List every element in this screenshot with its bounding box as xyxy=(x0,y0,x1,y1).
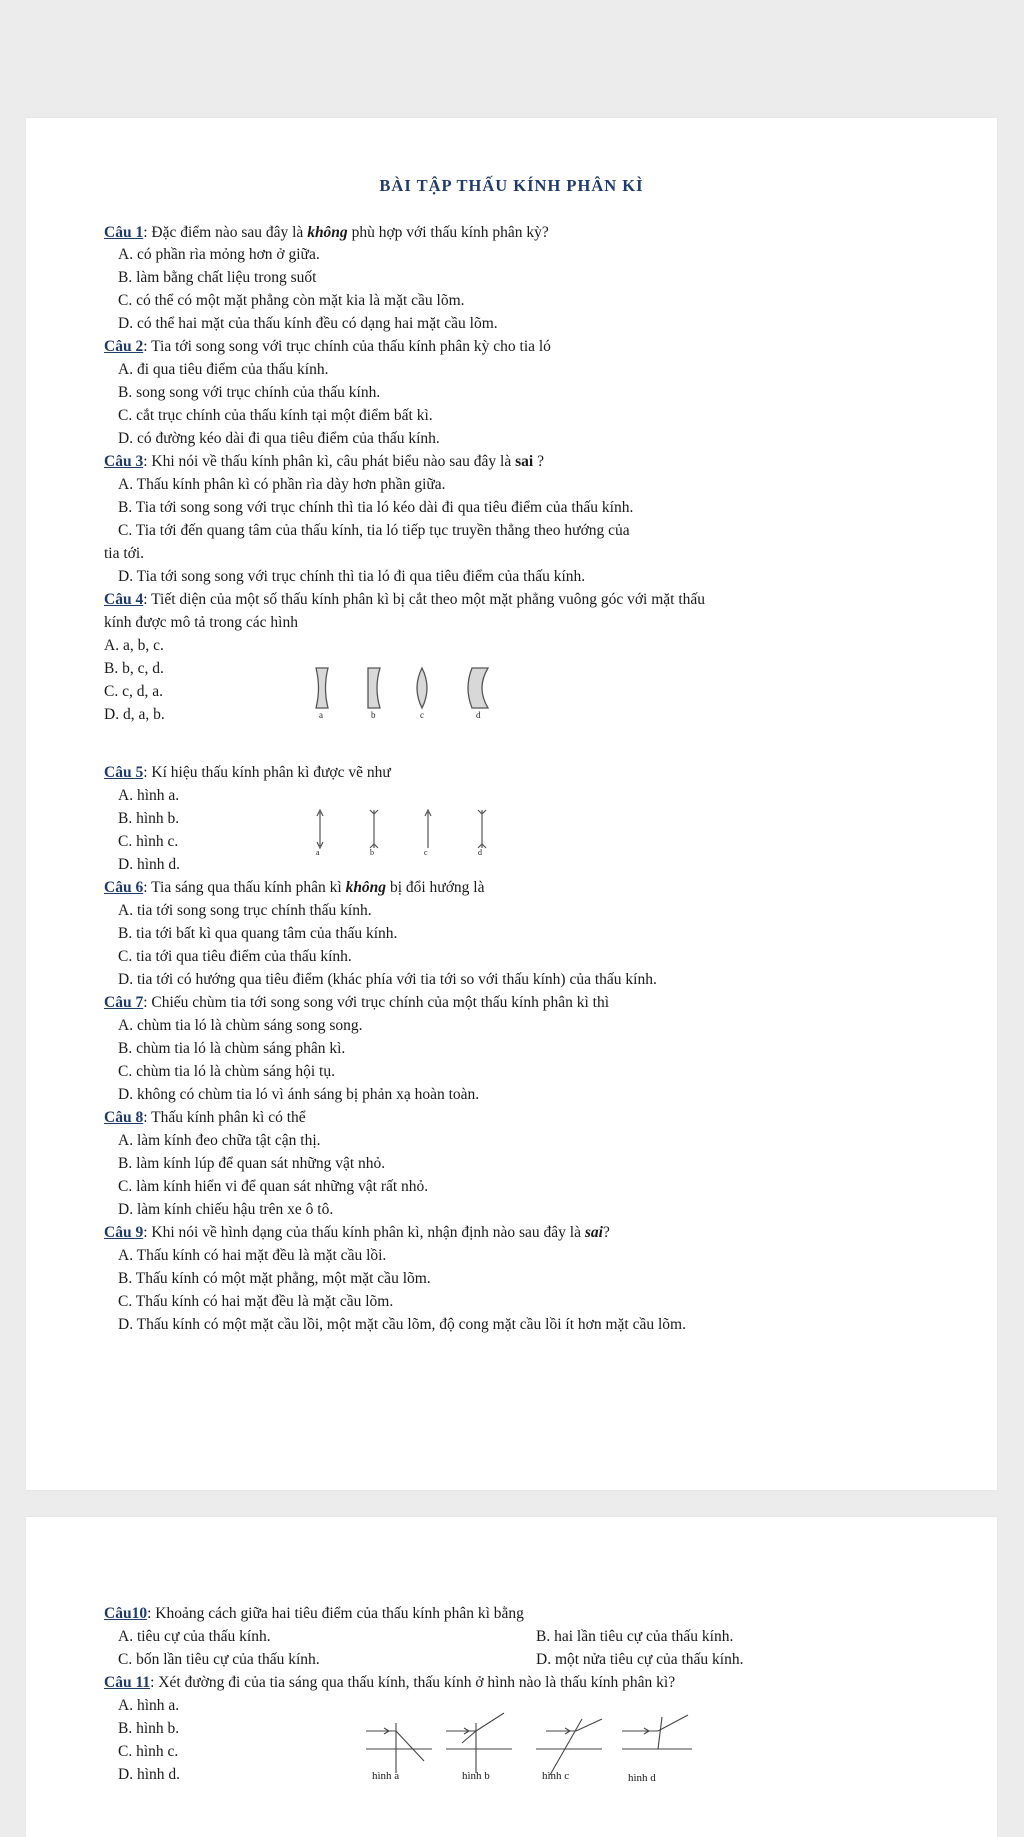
question-text: : Khi nói về hình dạng của thấu kính phân kì, nhận định nào sau đây là xyxy=(143,1224,585,1241)
figure-label: a xyxy=(316,848,320,857)
option: B. làm bằng chất liệu trong suốt xyxy=(118,269,317,286)
option: D. có thể hai mặt của thấu kính đều có dạng hai mặt cầu lõm. xyxy=(118,315,498,332)
option: B. b, c, d. xyxy=(104,660,164,677)
question-10 xyxy=(104,1603,524,1625)
option: D. tia tới có hướng qua tiêu điểm (khác phía với tia tới so với thấu kính) của thấu kính. xyxy=(118,971,657,988)
figure-label: c xyxy=(420,710,424,720)
question-6 xyxy=(104,877,484,899)
page-1 xyxy=(26,118,997,1490)
option: D. không có chùm tia ló vì ánh sáng bị phản xạ hoàn toàn. xyxy=(118,1086,480,1103)
question-label: Câu 3 xyxy=(104,453,144,470)
lens-symbol-a xyxy=(317,810,323,848)
lens-symbol-c xyxy=(425,810,431,848)
question-text: : Tia sáng qua thấu kính phân kì xyxy=(143,879,346,896)
option: D. Tia tới song song với trục chính thì tia ló đi qua tiêu điểm của thấu kính. xyxy=(118,568,586,585)
question-3 xyxy=(104,451,544,473)
option: C. làm kính hiển vi để quan sát những vật rất nhỏ. xyxy=(118,1178,429,1195)
option: D. d, a, b. xyxy=(104,706,165,723)
question-label: Câu 2 xyxy=(104,338,144,355)
lens-shape-c xyxy=(417,668,427,708)
figure-label: c xyxy=(424,848,428,857)
option-continued: tia tới. xyxy=(104,545,145,562)
option: A. tia tới song song trục chính thấu kính. xyxy=(118,902,372,919)
lens-cross-section-figure xyxy=(312,666,512,724)
question-8 xyxy=(104,1107,306,1129)
option: A. tiêu cự của thấu kính. xyxy=(118,1628,271,1645)
option: C. Thấu kính có hai mặt đều là mặt cầu lõm. xyxy=(118,1293,394,1310)
figure-label: hình b xyxy=(462,1770,490,1782)
lens-symbol-b xyxy=(370,810,378,848)
question-text: bị đổi hướng là xyxy=(386,879,485,896)
ray-diagram-d xyxy=(622,1715,692,1749)
question-7 xyxy=(104,992,609,1014)
option: A. chùm tia ló là chùm sáng song song. xyxy=(118,1017,363,1034)
lens-shape-a xyxy=(316,668,328,708)
question-text: phù hợp với thấu kính phân kỳ? xyxy=(347,224,549,241)
option: C. có thể có một mặt phẳng còn mặt kia là mặt cầu lõm. xyxy=(118,292,465,309)
question-text: : Tia tới song song với trục chính của thấu kính phân kỳ cho tia ló xyxy=(143,338,551,355)
option: A. Thấu kính phân kì có phần rìa dày hơn phần giữa. xyxy=(118,476,446,493)
question-text: : Xét đường đi của tia sáng qua thấu kính, thấu kính ở hình nào là thấu kính phân kì? xyxy=(150,1674,676,1691)
question-label: Câu10 xyxy=(104,1605,148,1622)
option: B. hình b. xyxy=(118,810,180,827)
question-label: Câu 11 xyxy=(104,1674,151,1691)
lens-symbol-d xyxy=(478,810,486,848)
option: C. Tia tới đến quang tâm của thấu kính, tia ló tiếp tục truyền thẳng theo hướng của xyxy=(118,522,630,539)
document-title: BÀI TẬP THẤU KÍNH PHÂN KÌ xyxy=(379,176,644,195)
emphasis: sai xyxy=(584,1224,603,1241)
question-label: Câu 5 xyxy=(104,764,144,781)
question-text: : Đặc điểm nào sau đây là xyxy=(143,224,308,241)
option: C. hình c. xyxy=(118,833,179,850)
emphasis: sai xyxy=(515,453,534,470)
option: A. Thấu kính có hai mặt đều là mặt cầu lồi. xyxy=(118,1247,387,1264)
option: C. cắt trục chính của thấu kính tại một điểm bất kì. xyxy=(118,407,433,424)
question-11 xyxy=(104,1672,675,1694)
figure-label: hình d xyxy=(628,1772,656,1784)
figure-label: hình a xyxy=(372,1770,400,1782)
option: B. Tia tới song song với trục chính thì tia ló kéo dài đi qua tiêu điểm của thấu kính. xyxy=(118,499,634,516)
emphasis: không xyxy=(307,224,348,241)
option: C. hình c. xyxy=(118,1743,179,1760)
question-9 xyxy=(104,1222,610,1244)
question-label: Câu 9 xyxy=(104,1224,144,1241)
figure-label: b xyxy=(371,710,376,720)
ray-diagram-figure xyxy=(362,1709,762,1789)
question-label: Câu 1 xyxy=(104,224,144,241)
figure-label: d xyxy=(478,848,482,857)
lens-shape-b xyxy=(368,668,380,708)
question-1 xyxy=(104,222,549,244)
option: B. Thấu kính có một mặt phẳng, một mặt cầu lõm. xyxy=(118,1270,431,1287)
figure-label: a xyxy=(319,710,323,720)
ray-diagram-a xyxy=(366,1723,432,1773)
question-label: Câu 7 xyxy=(104,994,144,1011)
ray-diagram-b xyxy=(446,1713,512,1773)
question-label: Câu 6 xyxy=(104,879,144,896)
option: D. Thấu kính có một mặt cầu lồi, một mặt cầu lõm, độ cong mặt cầu lồi ít hơn mặt cầu lõm. xyxy=(118,1316,686,1333)
question-text: : Thấu kính phân kì có thể xyxy=(143,1109,306,1126)
option: B. hai lần tiêu cự của thấu kính. xyxy=(536,1628,734,1645)
figure-label: hình c xyxy=(542,1770,570,1782)
figure-label: d xyxy=(476,710,481,720)
ray-diagram-c xyxy=(536,1719,602,1775)
question-text-continued: kính được mô tả trong các hình xyxy=(104,614,298,631)
question-text: ? xyxy=(602,1224,610,1241)
option: B. song song với trục chính của thấu kính. xyxy=(118,384,381,401)
question-5 xyxy=(104,762,391,784)
question-text: : Khi nói về thấu kính phân kì, câu phát biểu nào sau đây là xyxy=(143,453,516,470)
option: B. chùm tia ló là chùm sáng phân kì. xyxy=(118,1040,346,1057)
option: B. tia tới bất kì qua quang tâm của thấu kính. xyxy=(118,925,398,942)
question-label: Câu 4 xyxy=(104,591,144,608)
option: D. làm kính chiếu hậu trên xe ô tô. xyxy=(118,1201,334,1218)
lens-shape-d xyxy=(468,668,488,708)
option: C. bốn lần tiêu cự của thấu kính. xyxy=(118,1651,320,1668)
figure-label: b xyxy=(370,848,374,857)
question-text: : Khoảng cách giữa hai tiêu điểm của thấu kính phân kì bằng xyxy=(147,1605,524,1622)
question-text: : Tiết diện của một số thấu kính phân kì bị cắt theo một mặt phẳng vuông góc với mặt thấu xyxy=(143,591,706,608)
question-4 xyxy=(104,589,705,611)
option: B. hình b. xyxy=(118,1720,180,1737)
question-2 xyxy=(104,336,551,358)
option: A. hình a. xyxy=(118,787,180,804)
option: C. tia tới qua tiêu điểm của thấu kính. xyxy=(118,948,352,965)
question-label: Câu 8 xyxy=(104,1109,144,1126)
option: C. c, d, a. xyxy=(104,683,163,700)
question-text: : Chiếu chùm tia tới song song với trục chính của một thấu kính phân kì thì xyxy=(143,994,610,1011)
question-text: : Kí hiệu thấu kính phân kì được vẽ như xyxy=(143,764,391,781)
option: D. hình d. xyxy=(118,856,180,873)
option: D. một nửa tiêu cự của thấu kính. xyxy=(536,1651,744,1668)
option: D. có đường kéo dài đi qua tiêu điểm của thấu kính. xyxy=(118,430,440,447)
option: B. làm kính lúp để quan sát những vật nhỏ. xyxy=(118,1155,386,1172)
option: A. hình a. xyxy=(118,1697,180,1714)
page-2 xyxy=(26,1517,997,1837)
option: A. làm kính đeo chữa tật cận thị. xyxy=(118,1132,321,1149)
option: A. a, b, c. xyxy=(104,637,164,654)
lens-symbol-figure xyxy=(314,804,514,864)
question-text: ? xyxy=(533,453,544,470)
option: C. chùm tia ló là chùm sáng hội tụ. xyxy=(118,1063,335,1080)
option: A. có phần rìa mỏng hơn ở giữa. xyxy=(118,246,320,263)
option: D. hình d. xyxy=(118,1766,180,1783)
emphasis: không xyxy=(345,879,387,896)
option: A. đi qua tiêu điểm của thấu kính. xyxy=(118,361,329,378)
